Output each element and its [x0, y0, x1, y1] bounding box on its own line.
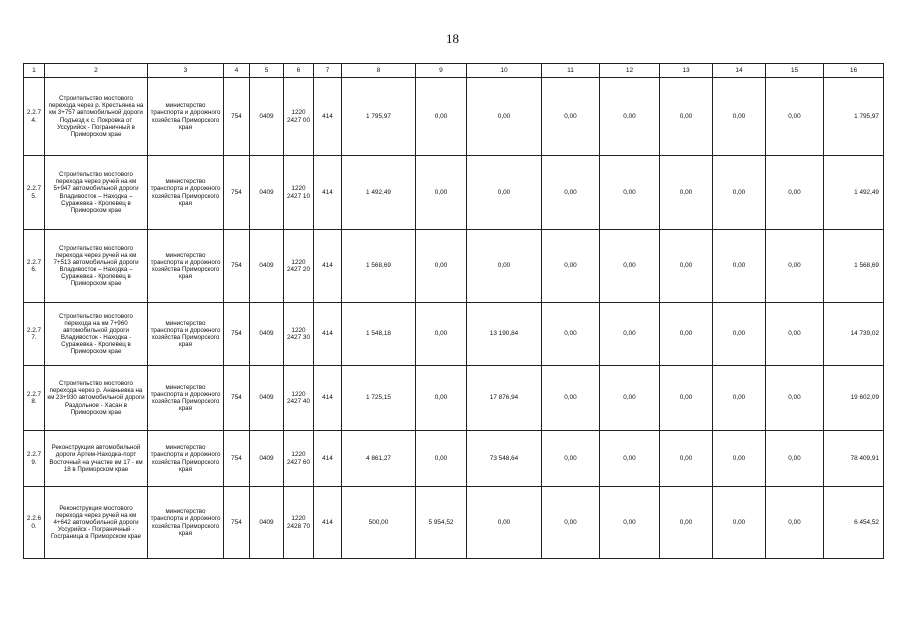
col-header-3: 3	[148, 64, 224, 78]
cell-col11: 0,00	[542, 366, 600, 431]
col-header-13: 13	[660, 64, 713, 78]
col-header-8: 8	[342, 64, 416, 78]
row-id: 2.2.7 6.	[24, 230, 45, 303]
cell-col7: 414	[314, 431, 342, 487]
cell-col11: 0,00	[542, 431, 600, 487]
cell-col10: 0,00	[467, 487, 542, 559]
cell-col6: 1220 2427 10	[284, 156, 314, 230]
cell-col9: 0,00	[416, 366, 467, 431]
project-name: Реконструкция автомобильной дороги Артем-Находка-порт Восточный на участке км 17 - км 18 в Приморском крае	[45, 431, 148, 487]
cell-col14: 0,00	[713, 431, 766, 487]
cell-col4: 754	[224, 230, 250, 303]
cell-col9: 0,00	[416, 303, 467, 366]
cell-col11: 0,00	[542, 156, 600, 230]
cell-col12: 0,00	[600, 156, 660, 230]
row-id: 2.2.7 8.	[24, 366, 45, 431]
project-name: Строительство мостового перехода через р. Ананьевка на км 23+930 автомобильной дороги Раздольное - Хасан в Приморском крае	[45, 366, 148, 431]
col-header-7: 7	[314, 64, 342, 78]
cell-col10: 73 548,64	[467, 431, 542, 487]
project-name: Реконструкция мостового перехода через ручей на км 4+642 автомобильной дороги Уссурийск - Пограничный - Госграница в Приморском крае	[45, 487, 148, 559]
table-body	[24, 78, 884, 559]
cell-col11: 0,00	[542, 230, 600, 303]
cell-col12: 0,00	[600, 431, 660, 487]
cell-col15: 0,00	[766, 366, 824, 431]
cell-col8: 1 795,97	[342, 78, 416, 156]
cell-col7: 414	[314, 156, 342, 230]
cell-col9: 0,00	[416, 78, 467, 156]
cell-col8: 1 548,18	[342, 303, 416, 366]
col-header-1: 1	[24, 64, 45, 78]
cell-col16-total: 78 409,91	[824, 431, 884, 487]
cell-col5: 0409	[250, 487, 284, 559]
col-header-11: 11	[542, 64, 600, 78]
cell-col16-total: 1 795,97	[824, 78, 884, 156]
cell-col16-total: 14 739,02	[824, 303, 884, 366]
cell-col15: 0,00	[766, 431, 824, 487]
col-header-9: 9	[416, 64, 467, 78]
cell-col4: 754	[224, 303, 250, 366]
cell-col7: 414	[314, 487, 342, 559]
agency-name: министерство транспорта и дорожного хозяйства Приморского края	[148, 78, 224, 156]
col-header-5: 5	[250, 64, 284, 78]
cell-col12: 0,00	[600, 230, 660, 303]
cell-col13: 0,00	[660, 366, 713, 431]
cell-col4: 754	[224, 487, 250, 559]
col-header-10: 10	[467, 64, 542, 78]
agency-name: министерство транспорта и дорожного хозяйства Приморского края	[148, 366, 224, 431]
cell-col13: 0,00	[660, 230, 713, 303]
project-name: Строительство мостового перехода через р. Крестьянка на км 3+757 автомобильной дороги Подъезд к с. Покровка от Уссурийск - Пограничный в Приморском крае	[45, 78, 148, 156]
agency-name: министерство транспорта и дорожного хозяйства Приморского края	[148, 303, 224, 366]
cell-col8: 1 568,69	[342, 230, 416, 303]
row-id: 2.2.7 7.	[24, 303, 45, 366]
col-header-15: 15	[766, 64, 824, 78]
col-header-14: 14	[713, 64, 766, 78]
cell-col6: 1220 2427 00	[284, 78, 314, 156]
cell-col5: 0409	[250, 230, 284, 303]
cell-col4: 754	[224, 156, 250, 230]
cell-col8: 500,00	[342, 487, 416, 559]
col-header-16: 16	[824, 64, 884, 78]
table-row	[24, 78, 884, 156]
row-id: 2.2.7 5.	[24, 156, 45, 230]
project-name: Строительство мостового перехода на км 7+960 автомобильной дороги Владивосток - Находка - Суражевка - Кролевец в Приморском крае	[45, 303, 148, 366]
cell-col9: 5 954,52	[416, 487, 467, 559]
project-name: Строительство мостового перехода через ручей на км 7+513 автомобильной дороги Владивосток – Находка – Суражевка - Кролевец в Приморском крае	[45, 230, 148, 303]
cell-col14: 0,00	[713, 78, 766, 156]
cell-col4: 754	[224, 366, 250, 431]
cell-col5: 0409	[250, 366, 284, 431]
cell-col10: 0,00	[467, 156, 542, 230]
row-id: 2.2.6 0.	[24, 487, 45, 559]
cell-col5: 0409	[250, 303, 284, 366]
cell-col6: 1220 2427 40	[284, 366, 314, 431]
cell-col16-total: 1 568,69	[824, 230, 884, 303]
row-id: 2.2.7 9.	[24, 431, 45, 487]
table-row	[24, 366, 884, 431]
cell-col16-total: 19 602,09	[824, 366, 884, 431]
cell-col5: 0409	[250, 156, 284, 230]
cell-col6: 1220 2427 20	[284, 230, 314, 303]
cell-col9: 0,00	[416, 156, 467, 230]
cell-col7: 414	[314, 303, 342, 366]
cell-col7: 414	[314, 78, 342, 156]
cell-col14: 0,00	[713, 156, 766, 230]
header-row	[24, 64, 884, 78]
table-row	[24, 487, 884, 559]
table-row	[24, 156, 884, 230]
row-id: 2.2.7 4.	[24, 78, 45, 156]
cell-col4: 754	[224, 431, 250, 487]
cell-col12: 0,00	[600, 366, 660, 431]
agency-name: министерство транспорта и дорожного хозяйства Приморского края	[148, 230, 224, 303]
cell-col15: 0,00	[766, 487, 824, 559]
col-header-6: 6	[284, 64, 314, 78]
cell-col10: 13 190,84	[467, 303, 542, 366]
cell-col8: 1 725,15	[342, 366, 416, 431]
agency-name: министерство транспорта и дорожного хозяйства Приморского края	[148, 487, 224, 559]
cell-col13: 0,00	[660, 78, 713, 156]
cell-col8: 1 492,49	[342, 156, 416, 230]
cell-col14: 0,00	[713, 366, 766, 431]
cell-col15: 0,00	[766, 78, 824, 156]
cell-col13: 0,00	[660, 303, 713, 366]
cell-col10: 0,00	[467, 230, 542, 303]
cell-col11: 0,00	[542, 78, 600, 156]
cell-col6: 1220 2428 70	[284, 487, 314, 559]
cell-col14: 0,00	[713, 230, 766, 303]
cell-col10: 17 876,94	[467, 366, 542, 431]
cell-col14: 0,00	[713, 487, 766, 559]
cell-col6: 1220 2427 60	[284, 431, 314, 487]
cell-col15: 0,00	[766, 303, 824, 366]
cell-col8: 4 861,27	[342, 431, 416, 487]
cell-col11: 0,00	[542, 303, 600, 366]
cell-col6: 1220 2427 30	[284, 303, 314, 366]
table-row	[24, 431, 884, 487]
cell-col14: 0,00	[713, 303, 766, 366]
cell-col13: 0,00	[660, 431, 713, 487]
cell-col13: 0,00	[660, 156, 713, 230]
agency-name: министерство транспорта и дорожного хозяйства Приморского края	[148, 431, 224, 487]
table-row	[24, 230, 884, 303]
cell-col9: 0,00	[416, 230, 467, 303]
cell-col12: 0,00	[600, 78, 660, 156]
cell-col16-total: 1 492,49	[824, 156, 884, 230]
cell-col7: 414	[314, 230, 342, 303]
project-name: Строительство мостового перехода через ручей на км 5+947 автомобильной дороги Владивосток – Находка – Суражевка - Кролевец в Приморском крае	[45, 156, 148, 230]
cell-col16-total: 6 454,52	[824, 487, 884, 559]
cell-col10: 0,00	[467, 78, 542, 156]
cell-col4: 754	[224, 78, 250, 156]
page-number: 18	[446, 31, 459, 46]
cell-col13: 0,00	[660, 487, 713, 559]
cell-col15: 0,00	[766, 156, 824, 230]
col-header-12: 12	[600, 64, 660, 78]
table-header	[24, 64, 884, 78]
budget-table	[23, 63, 884, 559]
cell-col7: 414	[314, 366, 342, 431]
cell-col12: 0,00	[600, 303, 660, 366]
cell-col15: 0,00	[766, 230, 824, 303]
col-header-2: 2	[45, 64, 148, 78]
cell-col12: 0,00	[600, 487, 660, 559]
cell-col11: 0,00	[542, 487, 600, 559]
cell-col5: 0409	[250, 431, 284, 487]
table-row	[24, 303, 884, 366]
agency-name: министерство транспорта и дорожного хозяйства Приморского края	[148, 156, 224, 230]
cell-col5: 0409	[250, 78, 284, 156]
cell-col9: 0,00	[416, 431, 467, 487]
col-header-4: 4	[224, 64, 250, 78]
